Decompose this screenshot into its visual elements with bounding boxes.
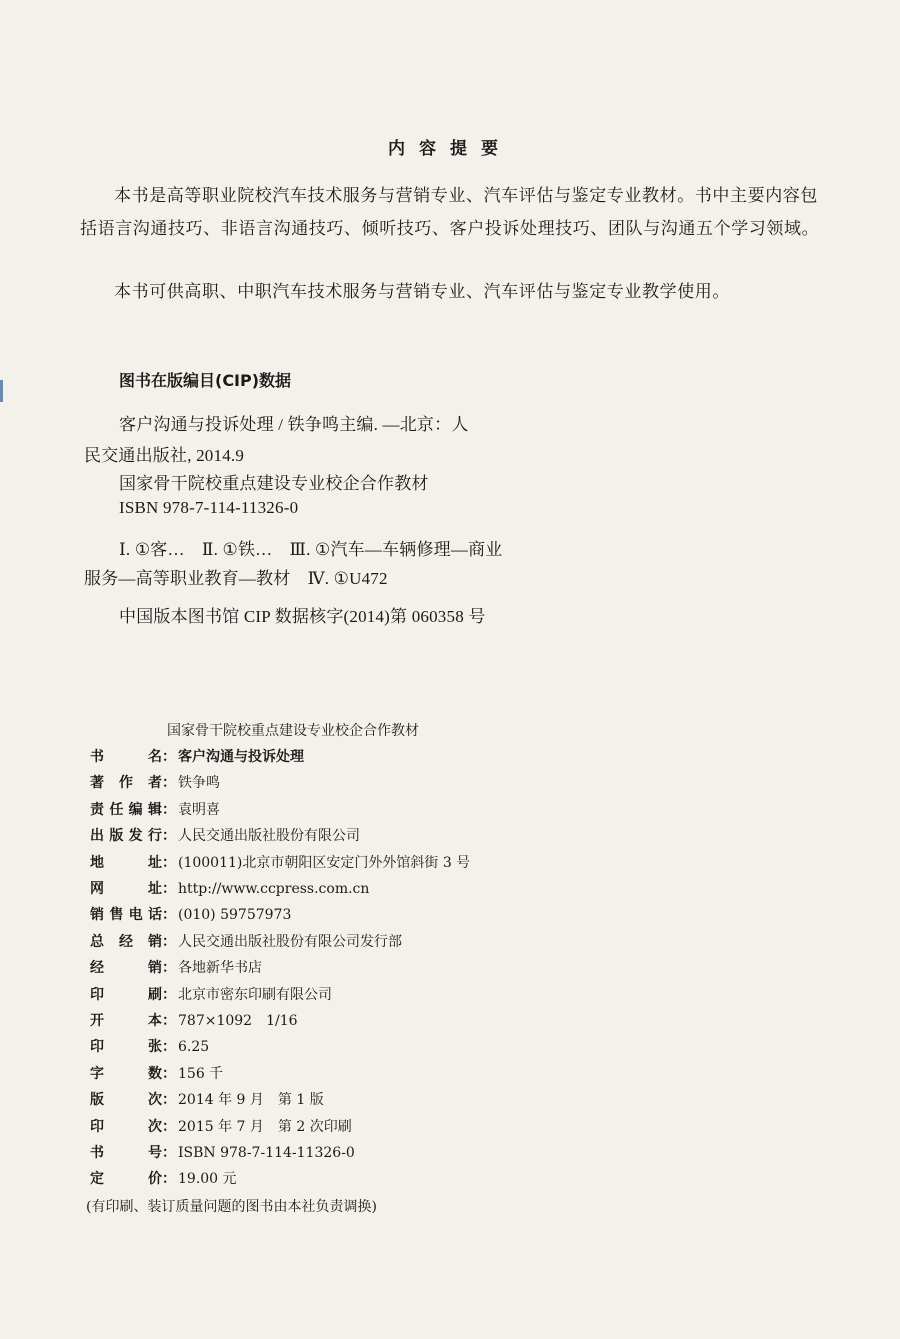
abstract-heading: 内容提要 (388, 139, 512, 159)
imprint-value: 787×1092 1/16 (178, 1013, 298, 1029)
imprint-label: 书名 (90, 749, 162, 765)
imprint-label: 总经销 (90, 933, 162, 950)
imprint-value: (100011)北京市朝阳区安定门外外馆斜街 3 号 (178, 854, 471, 871)
imprint-colon: ： (162, 749, 176, 765)
imprint-row (90, 1089, 324, 1113)
imprint-value: 袁明喜 (178, 801, 220, 818)
imprint-row (90, 984, 332, 1008)
cip-line: 中国版本图书馆 CIP 数据核字(2014)第 060358 号 (119, 607, 486, 626)
imprint-label: 责任编辑 (90, 801, 162, 818)
imprint-label: 定价 (90, 1171, 162, 1188)
imprint-value: ISBN 978-7-114-11326-0 (178, 1145, 355, 1161)
imprint-colon: ： (162, 907, 176, 924)
imprint-value: (010) 59757973 (178, 907, 292, 924)
imprint-colon: ： (162, 775, 176, 792)
imprint-label: 印张 (90, 1039, 162, 1056)
imprint-colon: ： (162, 1065, 176, 1082)
imprint-colon: ： (162, 801, 176, 818)
imprint-colon: ： (162, 1118, 176, 1135)
imprint-value: 人民交通出版社股份有限公司发行部 (178, 933, 402, 950)
imprint-colon: ： (162, 933, 176, 950)
scan-edge-mark (0, 380, 3, 402)
imprint-row (90, 1036, 209, 1060)
imprint-value: 客户沟通与投诉处理 (178, 749, 304, 765)
imprint-row (90, 1168, 237, 1192)
imprint-row (90, 825, 360, 849)
imprint-value: 156 千 (178, 1065, 224, 1082)
imprint-value: 各地新华书店 (178, 960, 262, 977)
imprint-label: 开本 (90, 1013, 162, 1029)
imprint-row (90, 746, 304, 770)
cip-line: 民交通出版社, 2014.9 (84, 446, 245, 465)
imprint-row (90, 1116, 352, 1140)
imprint-colon: ： (162, 1092, 176, 1109)
cip-heading: 图书在版编目(CIP)数据 (119, 371, 292, 390)
imprint-label: 版次 (90, 1092, 162, 1109)
imprint-colon: ： (162, 1013, 176, 1029)
imprint-colon: ： (162, 828, 176, 845)
imprint-value: 19.00 元 (178, 1171, 237, 1188)
imprint-row (90, 1142, 355, 1166)
imprint-colon: ： (162, 986, 176, 1003)
imprint-row (90, 852, 470, 876)
imprint-colon: ： (162, 1039, 176, 1056)
cip-line: 服务—高等职业教育—教材 Ⅳ. ①U472 (84, 569, 388, 588)
imprint-colon: ： (162, 881, 176, 897)
abstract-paragraph-2: 本书可供高职、中职汽车技术服务与营销专业、汽车评估与鉴定专业教学使用。 (114, 282, 730, 302)
imprint-row (90, 957, 262, 981)
imprint-colon: ： (162, 1171, 176, 1188)
imprint-label: 销售电话 (90, 907, 162, 924)
imprint-colon: ： (162, 854, 176, 871)
imprint-label: 印刷 (90, 986, 162, 1003)
imprint-value: 铁争鸣 (178, 775, 220, 792)
imprint-row (90, 1010, 298, 1034)
imprint-value: 6.25 (178, 1039, 210, 1056)
imprint-value: 2014 年 9 月 第 1 版 (178, 1092, 324, 1109)
imprint-note: (有印刷、装订质量问题的图书由本社负责调换) (86, 1199, 377, 1215)
imprint-label: 经销 (90, 960, 162, 977)
imprint-label: 印次 (90, 1118, 162, 1135)
imprint-label: 出版发行 (90, 828, 162, 845)
imprint-label: 著作者 (90, 775, 162, 792)
imprint-row (90, 931, 402, 955)
imprint-label: 网址 (90, 881, 162, 897)
cip-line: ISBN 978-7-114-11326-0 (119, 498, 299, 517)
imprint-value: 2015 年 7 月 第 2 次印刷 (178, 1118, 352, 1135)
cip-line: Ⅰ. ①客… Ⅱ. ①铁… Ⅲ. ①汽车—车辆修理—商业 (119, 540, 503, 559)
imprint-value: 人民交通出版社股份有限公司 (178, 828, 360, 845)
imprint-label: 字数 (90, 1065, 162, 1082)
cip-line: 国家骨干院校重点建设专业校企合作教材 (119, 474, 429, 493)
imprint-series: 国家骨干院校重点建设专业校企合作教材 (167, 723, 419, 739)
imprint-colon: ： (162, 960, 176, 977)
imprint-row (90, 904, 291, 928)
imprint-label: 地址 (90, 854, 162, 871)
imprint-value: 北京市密东印刷有限公司 (178, 986, 332, 1003)
imprint-row (90, 799, 220, 823)
cip-line: 客户沟通与投诉处理 / 铁争鸣主编. —北京：人 (119, 415, 469, 434)
imprint-label: 书号 (90, 1145, 162, 1161)
imprint-row (90, 772, 220, 796)
imprint-row (90, 878, 369, 902)
imprint-colon: ： (162, 1145, 176, 1161)
imprint-value: http://www.ccpress.com.cn (178, 881, 370, 897)
abstract-paragraph-1: 本书是高等职业院校汽车技术服务与营销专业、汽车评估与鉴定专业教材。书中主要内容包括语言沟通技巧、非语言沟通技巧、倾听技巧、客户投诉处理技巧、团队与沟通五个学习领域。 (80, 186, 820, 239)
imprint-row (90, 1063, 223, 1087)
